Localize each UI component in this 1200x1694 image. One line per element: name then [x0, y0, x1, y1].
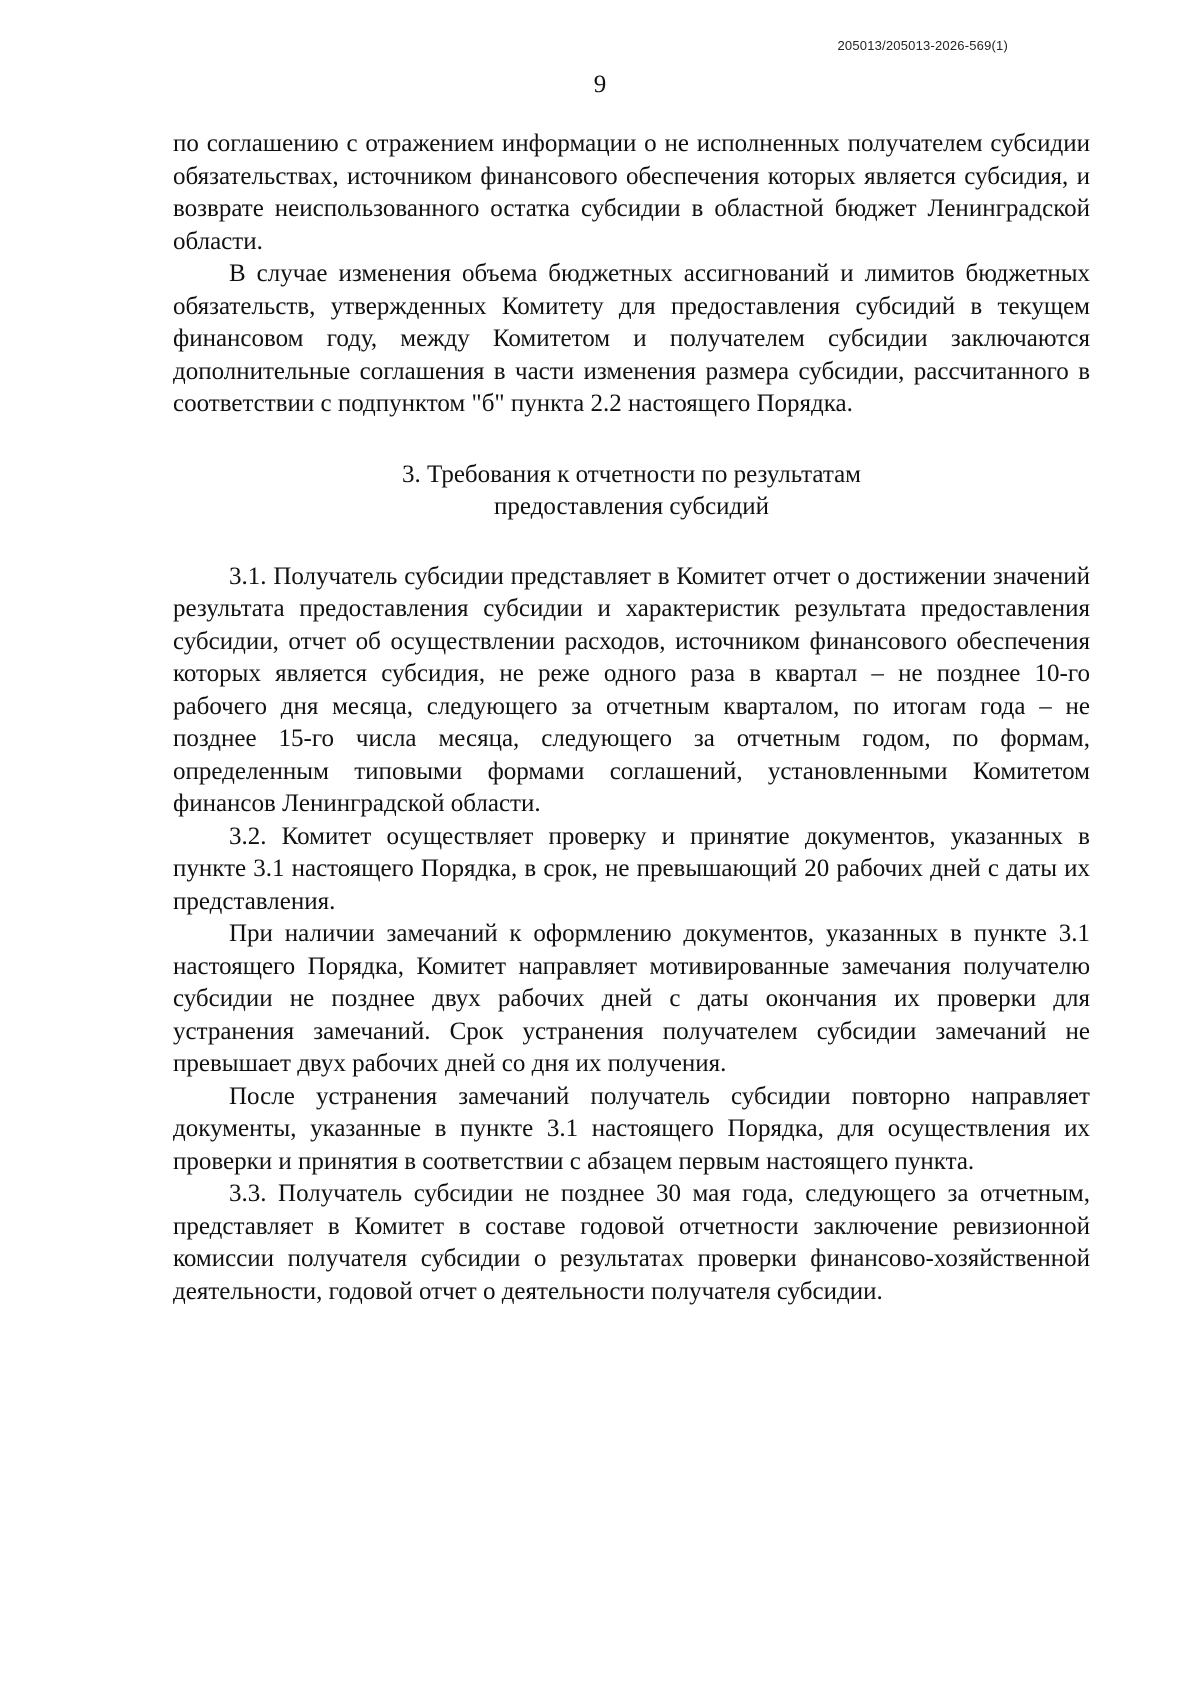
- paragraph-continuation: по соглашению с отражением информации о не исполненных получателем субсидии обязательствах, источником финансового обеспечения которых является субсидия, и возврате неиспользованного остатка субсидии в областной бюджет Ленинградской области.: [173, 130, 1090, 255]
- section-heading-line-2: предоставления субсидий: [493, 493, 770, 520]
- document-registration-number: 205013/205013-2026-569(1): [837, 38, 1008, 53]
- paragraph-budget-changes: В случае изменения объема бюджетных ассигнований и лимитов бюджетных обязательств, утвержденных Комитету для предоставления субсидий в текущем финансовом году, между Комитетом и получателем субсидии заключаются дополнительные соглашения в части изменения размера субсидии, рассчитанного в соответствии с подпунктом "б" пункта 2.2 настоящего Порядка.: [173, 260, 1090, 417]
- document-body: [173, 128, 1090, 1308]
- section-heading: [173, 459, 1090, 524]
- paragraph-resubmission: После устранения замечаний получатель субсидии повторно направляет документы, указанные в пункте 3.1 настоящего Порядка, для осуществления их проверки и принятия в соответствии с абзацем первым настоящего пункта.: [173, 1082, 1090, 1175]
- section-heading-line-1: 3. Требования к отчетности по результатам: [402, 460, 861, 488]
- paragraph-3-2: 3.2. Комитет осуществляет проверку и принятие документов, указанных в пункте 3.1 настоящего Порядка, в срок, не превышающий 20 рабочих дней с даты их представления.: [173, 822, 1090, 915]
- paragraph-remarks: При наличии замечаний к оформлению документов, указанных в пункте 3.1 настоящего Порядка, Комитет направляет мотивированные замечания получателю субсидии не позднее двух рабочих дней с даты окончания их проверки для устранения замечаний. Срок устранения получателем субсидии замечаний не превышает двух рабочих дней со дня их получения.: [173, 920, 1090, 1077]
- paragraph-3-1: 3.1. Получатель субсидии представляет в Комитет отчет о достижении значений результата предоставления субсидии и характеристик результата предоставления субсидии, отчет об осуществлении расходов, источником финансового обеспечения которых является субсидия, не реже одного раза в квартал – не позднее 10-го рабочего дня месяца, следующего за отчетным кварталом, по итогам года – не позднее 15-го числа месяца, следующего за отчетным годом, по формам, определенным типовыми формами соглашений, установленными Комитетом финансов Ленинградской области.: [173, 562, 1090, 817]
- page-number: 9: [593, 71, 607, 98]
- paragraph-3-3: 3.3. Получатель субсидии не позднее 30 мая года, следующего за отчетным, представляет в Комитет в составе годовой отчетности заключение ревизионной комиссии получателя субсидии о результатах проверки финансово-хозяйственной деятельности, годовой отчет о деятельности получателя субсидии.: [173, 1180, 1090, 1305]
